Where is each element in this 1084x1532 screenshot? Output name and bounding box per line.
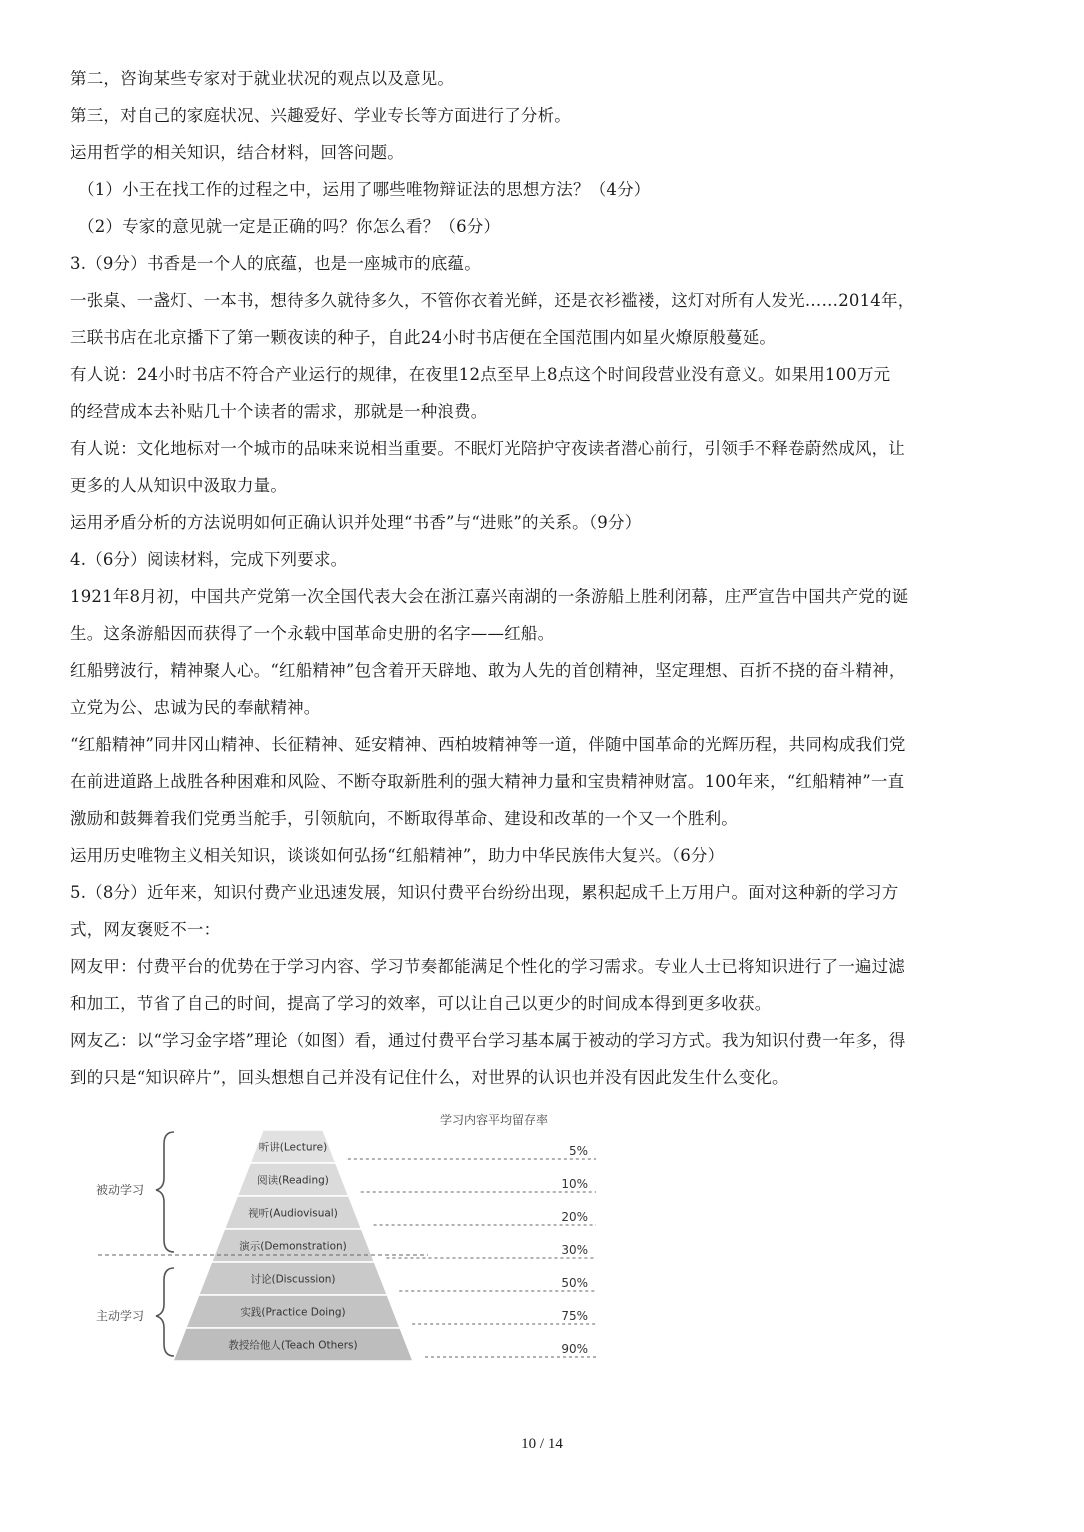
- passive-learning-label: 被动学习: [96, 1183, 145, 1197]
- retention-rate: 90%: [561, 1342, 588, 1356]
- pyramid-level-label: 视听(Audiovisual): [248, 1207, 338, 1220]
- pyramid-level-label: 教授给他人(Teach Others): [228, 1339, 358, 1352]
- text-line: 有人说：文化地标对一个城市的品味来说相当重要。不眠灯光陪护守夜读者潜心前行，引领手不释卷蔚然成风，让: [70, 439, 905, 458]
- text-line: 式，网友褒贬不一：: [70, 920, 221, 939]
- active-learning-label: 主动学习: [96, 1309, 145, 1323]
- question-1: （1）小王在找工作的过程之中，运用了哪些唯物辩证法的思想方法？（4分）: [78, 180, 651, 199]
- text-line: 一张桌、一盏灯、一本书，想待多久就待多久，不管你衣着光鲜，还是衣衫褴褛，这灯对所有人发光……2014年，: [70, 291, 915, 310]
- text-line: 运用哲学的相关知识，结合材料，回答问题。: [70, 143, 404, 162]
- question-4-heading: 4.（6分）阅读材料，完成下列要求。: [70, 550, 348, 569]
- pyramid-level-label: 讨论(Discussion): [250, 1273, 336, 1286]
- text-line: 网友甲：付费平台的优势在于学习内容、学习节奏都能满足个性化的学习需求。专业人士已将知识进行了一遍过滤: [70, 957, 905, 976]
- text-line: 激励和鼓舞着我们党勇当舵手，引领航向，不断取得革命、建设和改革的一个又一个胜利。: [70, 809, 738, 828]
- text-line: 更多的人从知识中汲取力量。: [70, 476, 288, 495]
- question-2: （2）专家的意见就一定是正确的吗？你怎么看？（6分）: [78, 217, 501, 236]
- retention-rate: 75%: [561, 1309, 588, 1323]
- text-line: 的经营成本去补贴几十个读者的需求，那就是一种浪费。: [70, 402, 488, 421]
- text-line: 网友乙：以“学习金字塔”理论（如图）看，通过付费平台学习基本属于被动的学习方式。我为知识付费一年多，得: [70, 1031, 906, 1050]
- pyramid-level-label: 实践(Practice Doing): [240, 1306, 346, 1319]
- pyramid-level-label: 阅读(Reading): [257, 1174, 329, 1187]
- text-line: 第三，对自己的家庭状况、兴趣爱好、学业专长等方面进行了分析。: [70, 106, 571, 125]
- retention-rate: 30%: [561, 1243, 588, 1257]
- question-3-prompt: 运用矛盾分析的方法说明如何正确认识并处理“书香”与“进账”的关系。（9分）: [70, 513, 642, 532]
- text-line: 1921年8月初，中国共产党第一次全国代表大会在浙江嘉兴南湖的一条游船上胜利闭幕，庄严宣告中国共产党的诞: [70, 587, 909, 606]
- question-4-prompt: 运用历史唯物主义相关知识，谈谈如何弘扬“红船精神”，助力中华民族伟大复兴。（6分）: [70, 846, 725, 865]
- text-line: 在前进道路上战胜各种困难和风险、不断夺取新胜利的强大精神力量和宝贵精神财富。100年来，“红船精神”一直: [70, 772, 905, 791]
- text-line: 第二，咨询某些专家对于就业状况的观点以及意见。: [70, 69, 455, 88]
- question-3-heading: 3.（9分）书香是一个人的底蕴，也是一座城市的底蕴。: [70, 254, 481, 273]
- text-line: “红船精神”同井冈山精神、长征精神、延安精神、西柏坡精神等一道，伴随中国革命的光辉历程，共同构成我们党: [70, 735, 906, 754]
- retention-rate: 10%: [561, 1177, 588, 1191]
- text-line: 红船劈波行，精神聚人心。“红船精神”包含着开天辟地、敢为人先的首创精神，坚定理想、百折不挠的奋斗精神，: [70, 661, 906, 680]
- text-line: 三联书店在北京播下了第一颗夜读的种子，自此24小时书店便在全国范围内如星火燎原般蔓延。: [70, 328, 777, 347]
- retention-rate: 50%: [561, 1276, 588, 1290]
- document-body: [70, 60, 1030, 1096]
- pyramid-level-label: 听讲(Lecture): [258, 1141, 328, 1154]
- text-line: 生。这条游船因而获得了一个永载中国革命史册的名字——红船。: [70, 624, 555, 643]
- learning-pyramid-figure: [88, 1108, 618, 1370]
- pyramid-level-label: 演示(Demonstration): [239, 1240, 347, 1253]
- retention-rate: 5%: [568, 1144, 588, 1158]
- retention-header: 学习内容平均留存率: [439, 1113, 549, 1127]
- active-brace: [156, 1268, 174, 1356]
- question-5-heading: 5.（8分）近年来，知识付费产业迅速发展，知识付费平台纷纷出现，累积起成千上万用户。面对这种新的学习方: [70, 883, 899, 902]
- passive-brace: [156, 1132, 174, 1252]
- text-line: 到的只是“知识碎片”，回头想想自己并没有记住什么，对世界的认识也并没有因此发生什么变化。: [70, 1068, 789, 1087]
- text-line: 和加工，节省了自己的时间，提高了学习的效率，可以让自己以更少的时间成本得到更多收获。: [70, 994, 772, 1013]
- page-number: 10 / 14: [521, 1436, 563, 1452]
- text-line: 有人说：24小时书店不符合产业运行的规律，在夜里12点至早上8点这个时间段营业没有意义。如果用100万元: [70, 365, 891, 384]
- text-line: 立党为公、忠诚为民的奉献精神。: [70, 698, 321, 717]
- retention-rate: 20%: [561, 1210, 588, 1224]
